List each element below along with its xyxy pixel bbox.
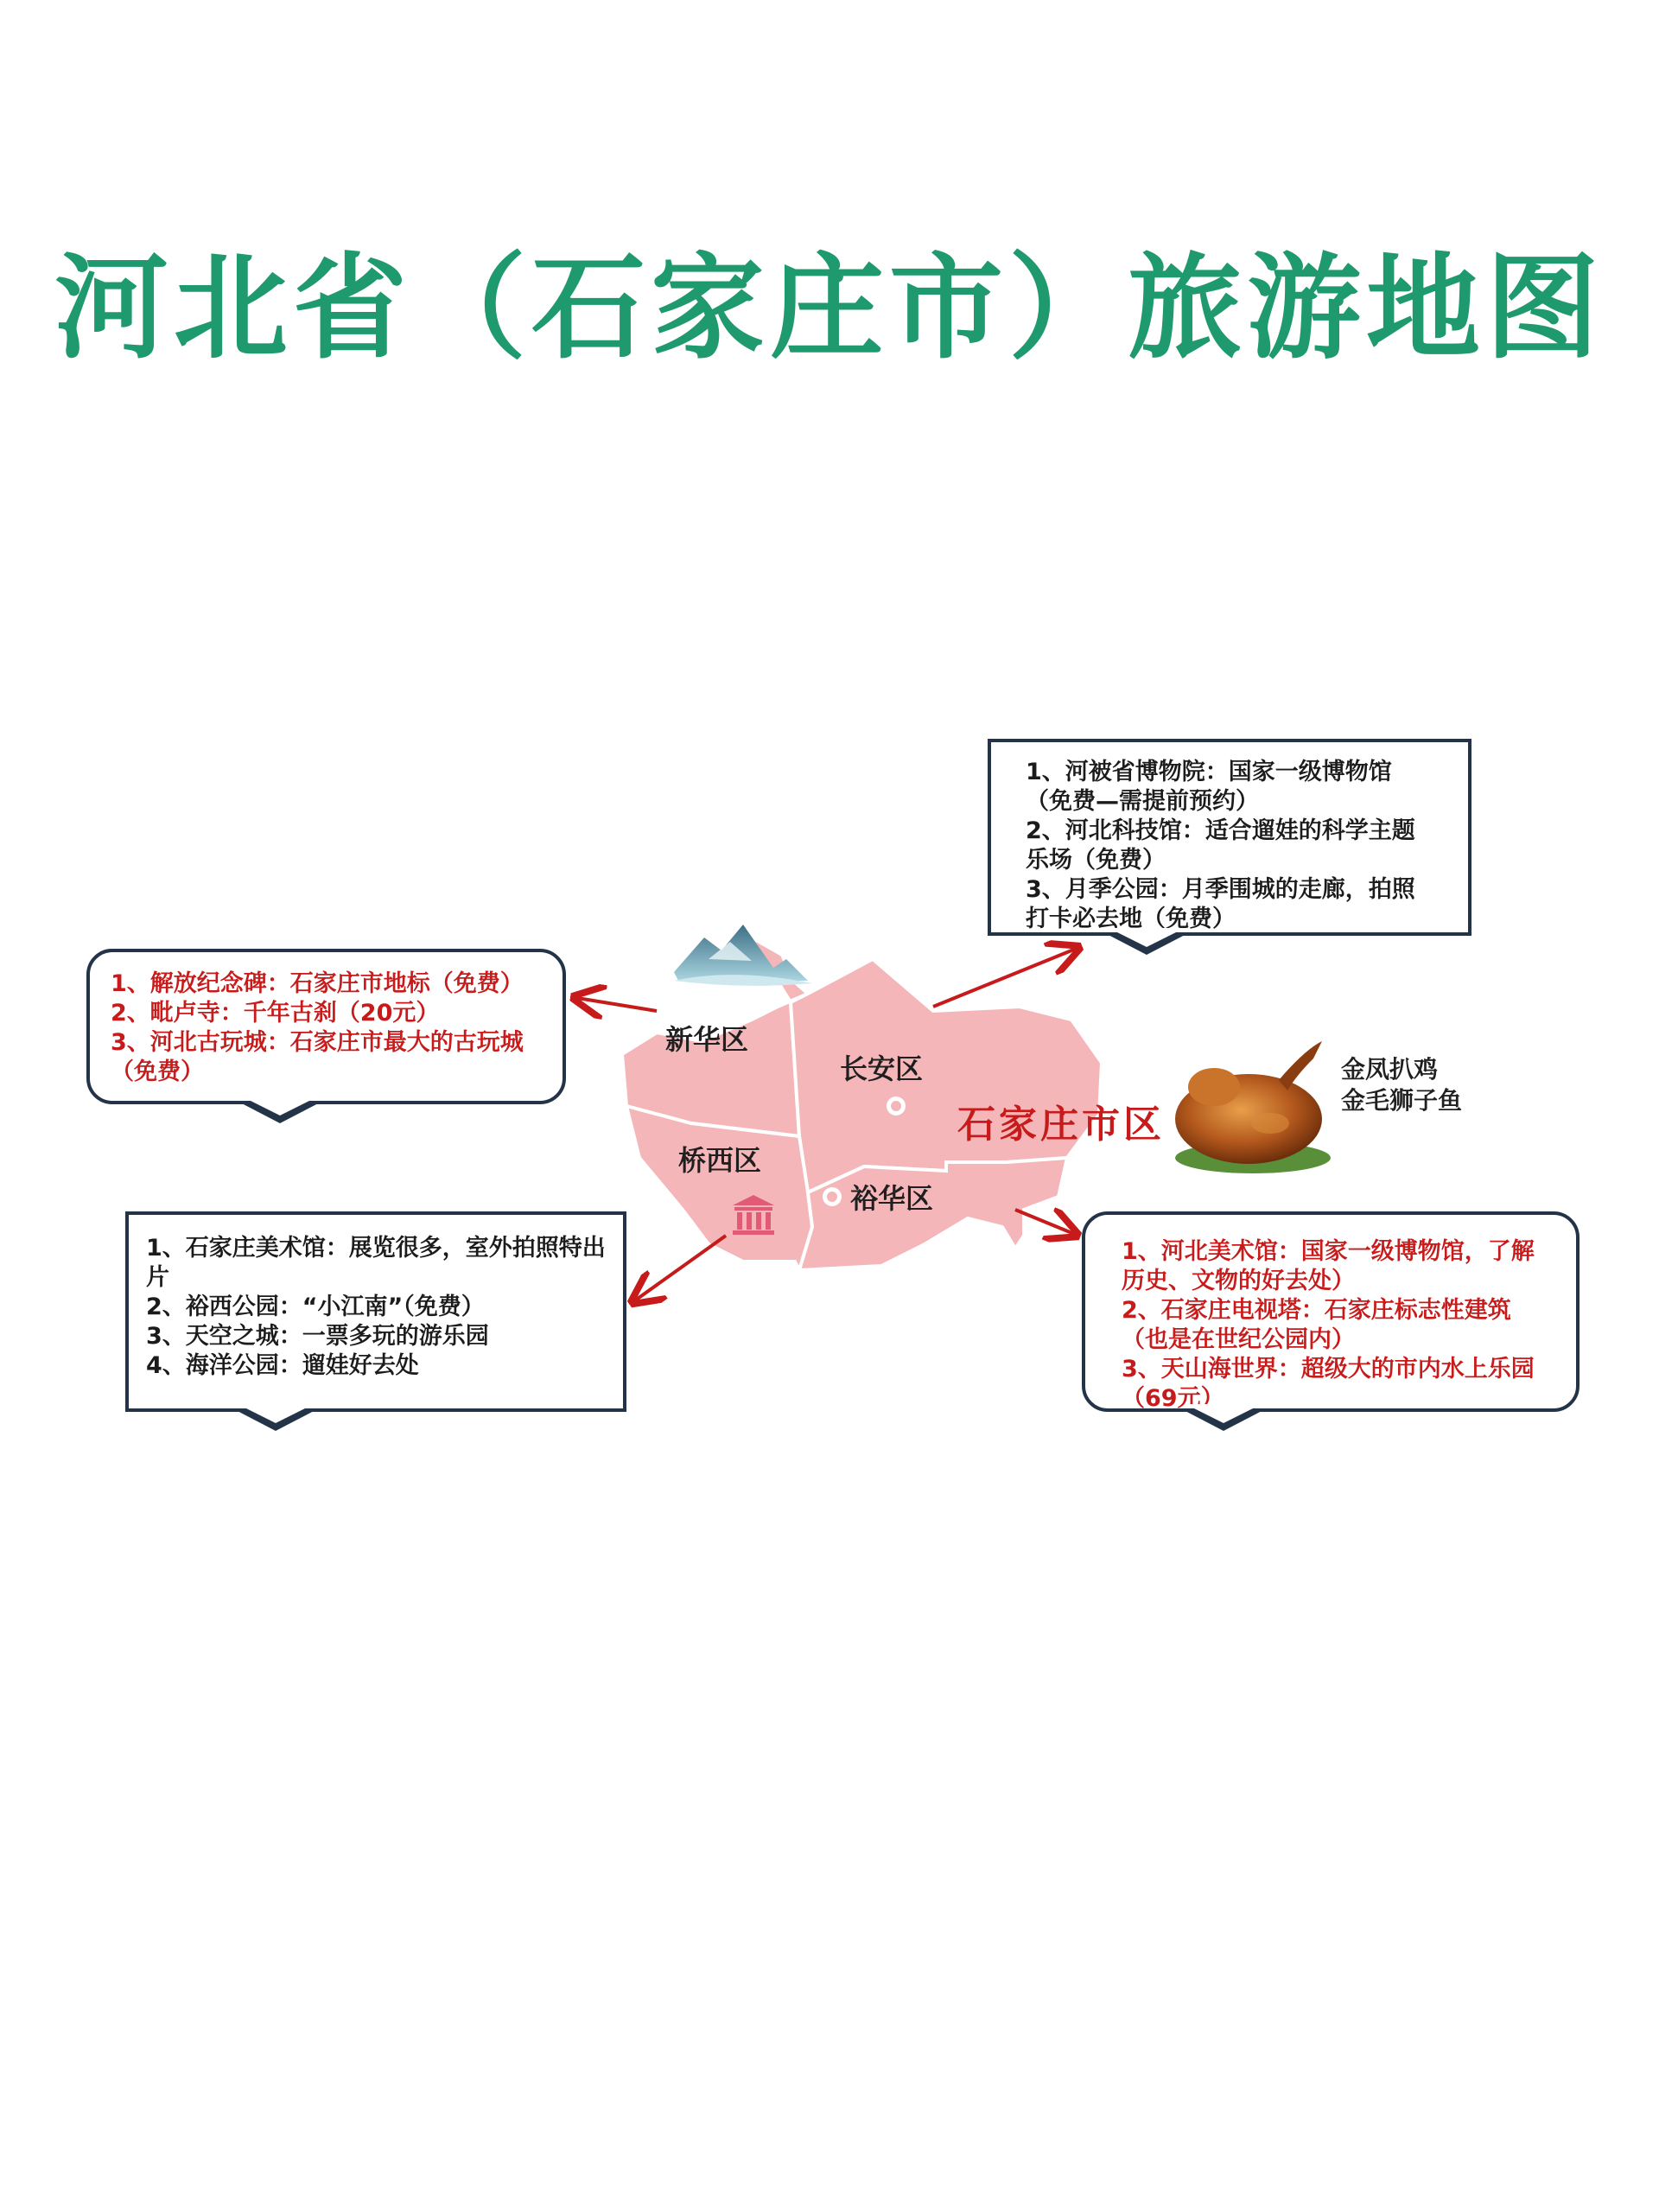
- location-dot-icon: [823, 1187, 842, 1206]
- arrow-icon: [635, 1236, 726, 1300]
- location-dot-icon: [887, 1096, 906, 1116]
- food-item: 金凤扒鸡: [1341, 1055, 1439, 1084]
- food-item: 金毛狮子鱼: [1341, 1086, 1463, 1115]
- callout-item: 3、月季公园：月季围城的走廊，拍照打卡必去地（免费）: [1026, 876, 1415, 932]
- callout-yuhua: [1082, 1211, 1580, 1412]
- district-label-qiaoxi: 桥西区: [678, 1144, 762, 1177]
- callout-item: 1、河被省博物院：国家一级博物馆（免费—需提前预约）: [1026, 759, 1392, 815]
- arrow-icon: [577, 998, 657, 1011]
- roast-chicken-icon: [1175, 1041, 1331, 1173]
- district-xinhua[interactable]: [622, 890, 808, 1136]
- callout-item: 1、石家庄美术馆：展览很多，室外拍照特出片: [146, 1235, 606, 1291]
- arrow-icon: [933, 949, 1076, 1007]
- callout-item: 1、解放纪念碑：石家庄市地标（免费）: [111, 970, 524, 997]
- callout-item: 2、裕西公园：“小江南”（免费）: [146, 1294, 485, 1320]
- callout-qiaoxi: [125, 1211, 626, 1412]
- district-label-xinhua: 新华区: [665, 1023, 749, 1056]
- callout-item: 4、海洋公园：遛娃好去处: [146, 1352, 419, 1379]
- mountain-icon: [674, 925, 812, 986]
- district-label-yuhua: 裕华区: [850, 1182, 934, 1215]
- callout-item: 2、毗卢寺：千年古刹（20元）: [111, 1000, 440, 1027]
- callout-item: 3、河北古玩城：石家庄市最大的古玩城（免费）: [111, 1029, 524, 1085]
- callout-item: 2、河北科技馆：适合遛娃的科学主题乐场（免费）: [1026, 817, 1415, 874]
- callout-item: 3、天山海世界：超级大的市内水上乐园（69元）: [1122, 1356, 1535, 1412]
- city-label: 石家庄市区: [957, 1103, 1165, 1147]
- callout-item: 3、天空之城：一票多玩的游乐园: [146, 1323, 489, 1350]
- page-title: 河北省（石家庄市）旅游地图: [54, 241, 1605, 375]
- food-list: [1341, 1054, 1462, 1116]
- callout-xinhua: [86, 949, 566, 1104]
- callout-item: 1、河北美术馆：国家一级博物馆，了解历史、文物的好去处）: [1122, 1238, 1535, 1294]
- callout-item: 2、石家庄电视塔：石家庄标志性建筑（也是在世纪公园内）: [1122, 1297, 1511, 1353]
- callout-changan: [988, 739, 1471, 936]
- district-label-changan: 长安区: [840, 1052, 924, 1085]
